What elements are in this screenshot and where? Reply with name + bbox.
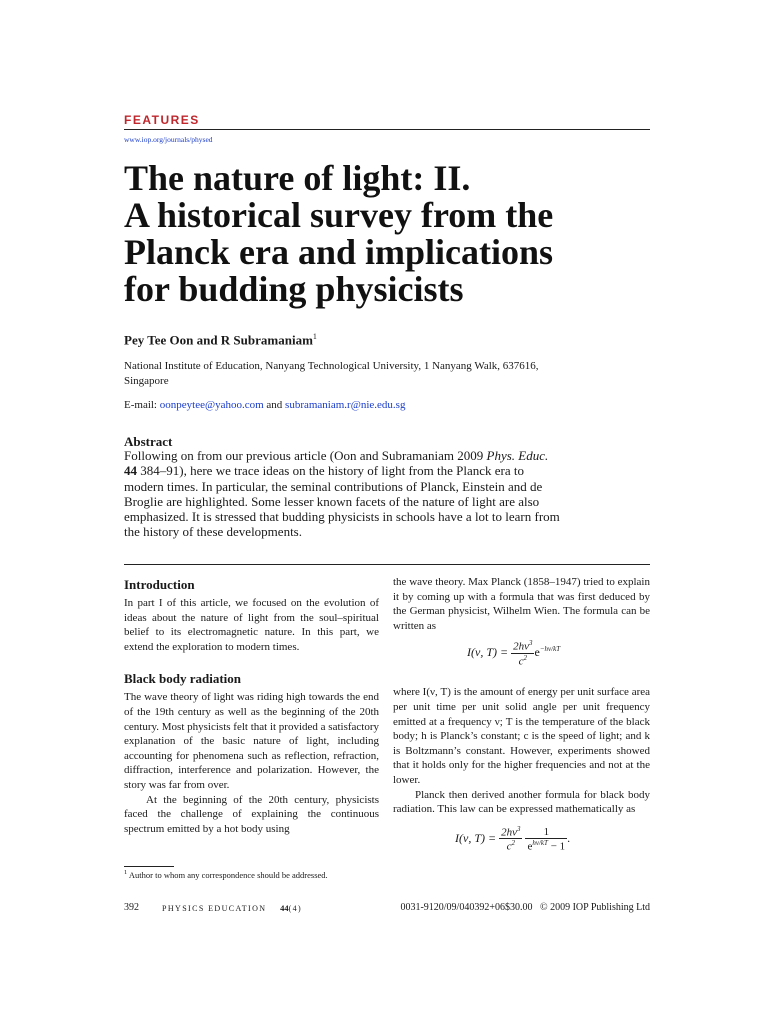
affiliation: National Institute of Education, Nanyang Technological University, 1 Nanyang Walk, 637616, Singapore — [124, 360, 539, 387]
footnote-text: Author to whom any correspondence should be addressed. — [128, 869, 328, 880]
author-footnote-mark: 1 — [312, 332, 317, 341]
left-column — [124, 577, 379, 836]
abstract-text-b: 384–91), here we trace ideas on the history of light from the Planck era to modern times. In particular, the seminal contributions of Planck, Einstein and de Broglie are highlighted. Some lesser known facets of the nature of light are also emphasized. It is stressed that budding physicists in schools have a lot to learn from the history of these developments. — [124, 463, 560, 540]
abstract-text — [124, 448, 564, 540]
eq1-lhs: I(ν, T) = — [467, 645, 509, 660]
abstract-rule — [124, 564, 650, 565]
eq2-exp-label: hν/kT — [532, 838, 548, 847]
title-line: for budding physicists — [124, 269, 464, 309]
right-para-1: the wave theory. Max Planck (1858–1947) tried to explain it by coming up with a formula that was first deduced by the German physicist, Wilhelm Wien. The formula can be written as — [393, 576, 650, 632]
eq2-lhs: I(ν, T) = — [455, 830, 497, 845]
eq1-exponent: −hν/kT — [539, 645, 561, 654]
eq1-den: c — [518, 655, 524, 668]
title-line: A historical survey from the — [124, 195, 554, 235]
introduction-heading: Introduction — [124, 577, 195, 592]
footnote-rule — [124, 866, 174, 867]
eq2-frac2-num: 1 — [525, 826, 567, 839]
section-label — [124, 113, 200, 127]
author-names: Pey Tee Oon and R Subramaniam — [124, 332, 313, 348]
introduction-text: In part I of this article, we focused on the evolution of ideas about the nature of light from the soul–spiritual belief to its electromagnetic nature. In this part, we extend the exploration to modern times. — [124, 597, 379, 653]
right-para-3: Planck then derived another formula for black body radiation. This law can be expressed mathematically as — [393, 788, 650, 816]
abstract-heading: Abstract — [124, 434, 173, 449]
eq2-fraction-1: $\frac{2h\nu^3}{c^2}$ — [501, 824, 521, 854]
eq1-num: 2hν — [513, 641, 529, 654]
black-body-text-2: At the beginning of the 20th century, physicists faced the challenge of explaining the continuous spectrum emitted by a hot body using — [124, 793, 379, 835]
journal-title: PHYSICS EDUCATION — [162, 904, 267, 913]
article-title — [124, 160, 644, 308]
right-column — [393, 575, 650, 865]
right-para-2: where I(ν, T) is the amount of energy per unit surface area per unit time per unit solid angle per unit frequency emitted at a frequency ν; T is the temperature of the black body; h is Planck’s constant; c is the speed of light; and k is Boltzmann’s constant. However, experiments showed that it holds only for the higher frequencies and not at the lower. — [393, 686, 650, 786]
planck-equation: I(ν, T) = $\frac{2h\nu^3}{c^2}$ $\frac{1}{e^{h\nu/kT} - 1}$ . — [455, 824, 571, 854]
black-body-text-1: The wave theory of light was riding high towards the end of the 19th century as well as the beginning of the 20th century. Most physicists felt that it provided a satisfactory explanation of the basic nature of light, including accounting for phenomena such as reflection, refraction, diffraction, interference and polarization. However, the story was far from over. — [124, 691, 379, 791]
journal-issue-num: (4) — [288, 904, 303, 913]
email-label: E-mail: — [124, 399, 157, 411]
abstract-volume: 44 — [124, 463, 137, 479]
title-line: Planck era and implications — [124, 232, 554, 272]
eq1-fraction: $\frac{2h\nu^3}{c^2}$ — [513, 639, 533, 668]
email-line — [124, 399, 405, 411]
email-link-2[interactable]: subramaniam.r@nie.edu.sg — [285, 399, 406, 411]
footnote — [124, 869, 328, 880]
copyright: 0031-9120/09/040392+06$30.00 © 2009 IOP Publishing Ltd — [400, 902, 650, 913]
abstract-text-a: Following on from our previous article (Oon and Subramaniam 2009 — [124, 448, 487, 463]
eq2-fraction-2: $\frac{1}{e^{h\nu/kT} - 1}$ — [527, 825, 566, 853]
eq2-den-tail: − 1 — [550, 840, 566, 853]
black-body-heading: Black body radiation — [124, 671, 242, 687]
email-link-1[interactable]: oonpeytee@yahoo.com — [159, 399, 264, 411]
header-rule — [124, 129, 650, 130]
eq2-num: 2hν — [501, 826, 517, 839]
email-and: and — [266, 399, 283, 411]
journal-name — [162, 903, 302, 913]
title-line: The nature of light: II. — [124, 158, 471, 198]
eq2-den: c — [506, 841, 512, 854]
wien-equation: I(ν, T) = $\frac{2h\nu^3}{c^2}$ $e^{-h\nu/kT}$ — [467, 639, 561, 668]
page-number: 392 — [124, 902, 139, 913]
section-label-text: FEATURES — [124, 113, 200, 127]
journal-url-link[interactable]: www.iop.org/journals/physed — [124, 135, 213, 144]
authors — [124, 332, 317, 348]
journal-issue: 44 — [280, 903, 289, 913]
footnote-mark: 1 — [124, 869, 128, 876]
abstract-journal: Phys. Educ. — [486, 448, 549, 463]
